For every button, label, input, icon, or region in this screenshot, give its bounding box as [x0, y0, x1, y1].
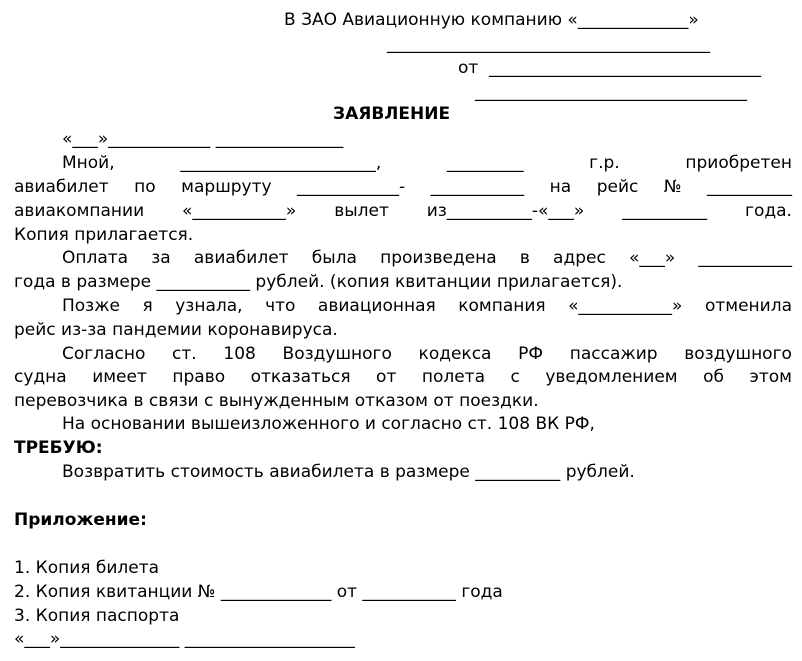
para2-line1: Оплата за авиабилет была произведена в адрес «___» ___________	[62, 248, 792, 268]
para4-line3: перевозчика в связи с вынужденным отказом от поездки.	[14, 391, 539, 411]
demand-text: Возвратить стоимость авиабилета в размере __________ рублей.	[62, 462, 635, 482]
demand-label: ТРЕБУЮ:	[14, 438, 103, 458]
para4-line2: судна имеет право отказаться от полета с уведомлением об этом	[14, 367, 792, 387]
para3-line1: Позже я узнала, что авиационная компания «___________» отменила	[62, 296, 792, 316]
attachment-item-3: 3. Копия паспорта	[14, 606, 180, 626]
addressee-line: В ЗАО Авиационную компанию «_____________»	[284, 10, 699, 30]
para2-line2: года в размере ___________ рублей. (копия квитанции прилагается).	[14, 272, 623, 292]
para1-line1: Мной, _______________________, _________ г.р. приобретен	[62, 153, 792, 173]
addressee-blank-line: ______________________________________	[387, 34, 710, 54]
para3-line2: рейс из-за пандемии коронавируса.	[14, 320, 338, 340]
para1-line4: Копия прилагается.	[14, 225, 194, 245]
attachment-item-1: 1. Копия билета	[14, 558, 160, 578]
date-line: «___»____________ _______________	[62, 129, 344, 149]
document-title: ЗАЯВЛЕНИЕ	[333, 104, 451, 124]
attachments-label: Приложение:	[14, 510, 147, 530]
bottom-date-line: «___»______________ ____________________	[14, 629, 355, 649]
para1-line2: авиабилет по маршруту ____________- ___________ на рейс № __________	[14, 177, 792, 197]
from-blank-line-2: ________________________________	[475, 82, 747, 102]
attachment-item-2: 2. Копия квитанции № _____________ от ___________ года	[14, 582, 503, 602]
para5-line: На основании вышеизложенного и согласно ст. 108 ВК РФ,	[62, 414, 595, 434]
from-label: от	[458, 58, 479, 78]
from-blank-line: ________________________________	[489, 58, 761, 78]
para4-line1: Согласно ст. 108 Воздушного кодекса РФ пассажир воздушного	[62, 344, 792, 364]
para1-line3: авиакомпании «___________» вылет из__________-«___» __________ года.	[14, 201, 792, 221]
